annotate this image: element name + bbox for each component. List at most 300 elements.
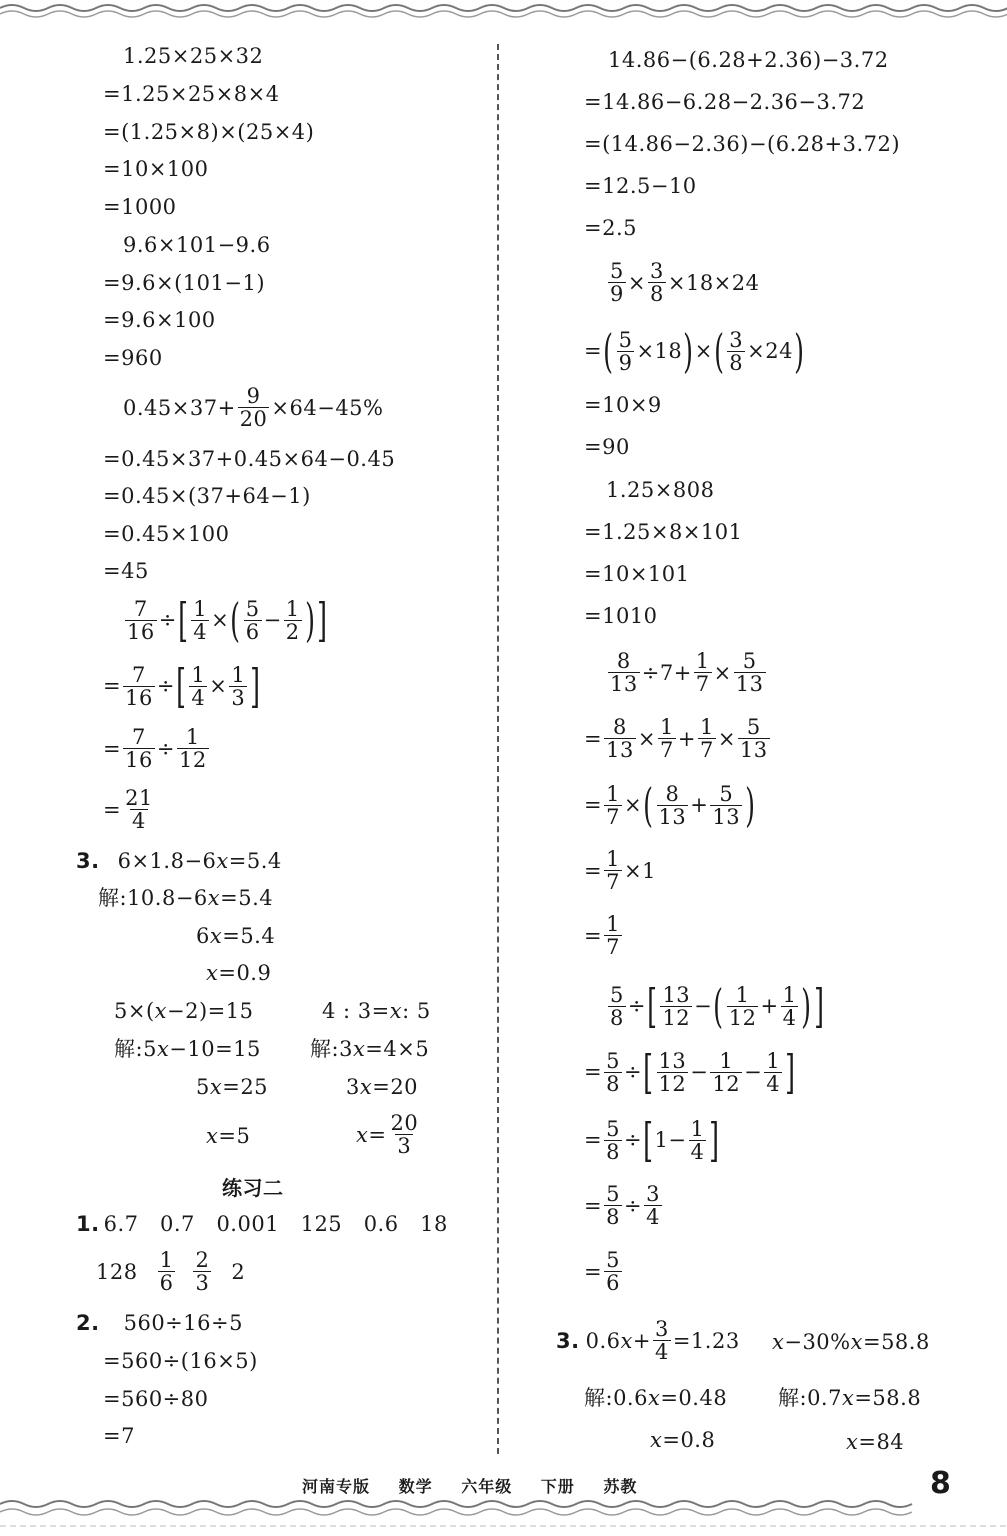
l-q3-e3s2 [346, 1075, 418, 1099]
num: 5 [610, 259, 624, 283]
fraction [653, 1318, 671, 1363]
den: 9 [618, 350, 633, 375]
r-q3-l3 [650, 1428, 715, 1452]
text: =5.4 [222, 924, 276, 948]
den: 7 [699, 738, 714, 762]
text: =20 [372, 1075, 419, 1099]
var: x [154, 999, 167, 1023]
fraction [604, 848, 622, 893]
text: : 5 [402, 999, 431, 1023]
l-q3-e2s2 [196, 1075, 268, 1099]
section-title: 练习二 [222, 1176, 284, 1200]
var: x [620, 1328, 633, 1353]
text: =0.48 [660, 1386, 728, 1410]
text: ×18×24 [667, 270, 760, 295]
fraction [689, 1118, 707, 1163]
paren: ) [683, 324, 694, 378]
fraction [177, 726, 209, 771]
l-b3: =9.6×100 [103, 308, 216, 332]
den: 4 [646, 1205, 660, 1229]
num: 3 [649, 259, 664, 283]
op: × [637, 726, 656, 751]
den: 12 [178, 748, 207, 772]
footer-subject: 数学 [398, 1477, 433, 1496]
r-b2 [584, 324, 805, 378]
footer-region: 河南专版 [302, 1477, 371, 1496]
var: x [850, 1330, 863, 1354]
paren: ) [794, 324, 805, 378]
text: 解:5 [114, 1037, 157, 1061]
text: 4 : 3= [322, 999, 390, 1023]
num: 13 [658, 1048, 687, 1073]
num: 21 [125, 786, 153, 810]
text: =5.4 [228, 849, 282, 873]
l-d4 [103, 787, 157, 832]
num: 7 [132, 662, 146, 687]
fraction [388, 1112, 420, 1157]
op: − [690, 1060, 709, 1084]
denominator: 20 [239, 407, 268, 431]
den: 4 [782, 1005, 797, 1030]
text: =84 [858, 1430, 905, 1454]
var: x [650, 1428, 663, 1452]
num: 7 [133, 596, 148, 621]
l-a2: =1.25×25×8×4 [103, 82, 280, 106]
l-d1 [123, 593, 329, 647]
lx2-q2-c: =560÷80 [103, 1387, 209, 1411]
fraction [604, 716, 636, 761]
r-q3-r1 [772, 1330, 930, 1354]
num: 1 [191, 662, 206, 687]
op: ÷ [627, 994, 646, 1018]
var: x [216, 849, 229, 873]
var: x [389, 999, 403, 1023]
text: ×18 [636, 339, 683, 363]
l-q3-s1 [98, 886, 273, 910]
l-c4: =0.45×100 [103, 522, 230, 546]
var: x [206, 1124, 219, 1148]
num: 1 [185, 725, 200, 749]
paren: ( [230, 593, 241, 647]
op: ÷ [156, 736, 175, 761]
l-q3-e2 [114, 999, 253, 1023]
numerator: 9 [246, 384, 261, 408]
den: 3 [195, 1271, 210, 1295]
fraction [229, 664, 247, 709]
op: + [677, 726, 696, 751]
text: ×1 [623, 858, 656, 883]
num: 1 [659, 715, 674, 739]
op: + [760, 994, 779, 1018]
den: 3 [231, 685, 246, 710]
lx2-q1-line2 [96, 1249, 245, 1294]
text: =25 [222, 1075, 269, 1099]
text: 解:3 [310, 1037, 353, 1061]
paren: ( [643, 778, 654, 832]
fraction [193, 1249, 211, 1294]
r-b3: =10×9 [584, 393, 662, 417]
text: ÷7+ [641, 660, 692, 685]
den: 7 [606, 804, 620, 829]
den: 12 [712, 1071, 741, 1096]
num: 1 [606, 847, 620, 871]
bracket: ] [317, 593, 328, 647]
op: × [713, 660, 732, 685]
num: 5 [606, 1116, 620, 1141]
r-e2 [584, 1045, 797, 1099]
l-b1: 9.6×101−9.6 [123, 233, 271, 257]
num: 1 [159, 1248, 174, 1272]
op: + [690, 793, 709, 817]
column-divider [497, 44, 499, 1454]
text: 解:0.6 [584, 1386, 648, 1410]
fraction [648, 260, 666, 305]
fraction [644, 1183, 662, 1228]
num: 5 [719, 781, 734, 806]
den: 16 [125, 748, 153, 772]
r-d3 [584, 778, 757, 832]
l-q3-s2 [196, 924, 275, 948]
den: 7 [606, 935, 620, 959]
r-a1: 14.86−(6.28+2.36)−3.72 [608, 48, 889, 72]
op: × [623, 793, 643, 817]
text: 1− [654, 1128, 687, 1152]
text: 6 [196, 924, 210, 948]
den: 12 [728, 1005, 757, 1030]
text: 0.6 [585, 1328, 621, 1353]
text: 5 [196, 1075, 210, 1099]
den: 13 [658, 804, 687, 829]
eq: = [584, 923, 603, 948]
var: x [352, 1037, 366, 1061]
r-c4: =1010 [584, 604, 658, 628]
bracket: [ [643, 1045, 654, 1099]
num: 3 [729, 327, 744, 352]
fraction [734, 650, 766, 695]
den: 9 [610, 282, 624, 306]
eq: = [584, 793, 603, 817]
l-c5: =45 [103, 559, 149, 583]
fraction [660, 984, 692, 1029]
l-q3-e2s3 [206, 1124, 250, 1148]
den: 3 [397, 1134, 412, 1158]
op: ÷ [156, 674, 175, 698]
text: =58.8 [862, 1330, 930, 1354]
num: 3 [646, 1182, 660, 1206]
bracket: ] [814, 979, 825, 1033]
l-b4: =960 [103, 346, 163, 370]
l-d2 [103, 659, 262, 713]
fraction [604, 783, 622, 828]
l-q3-e3s3 [356, 1112, 422, 1157]
fraction [284, 598, 302, 643]
num: 8 [613, 715, 627, 739]
eq: = [584, 858, 603, 883]
lx2-q2-b: =560÷(16×5) [103, 1349, 258, 1373]
text: =4×5 [365, 1037, 430, 1061]
fraction [710, 1050, 742, 1095]
op: − [694, 994, 713, 1018]
bracket: [ [643, 1113, 654, 1167]
fraction [238, 385, 270, 430]
op: ÷ [623, 1128, 643, 1152]
r-q3-r3 [846, 1430, 904, 1454]
fraction [738, 716, 770, 761]
num: 2 [195, 1248, 210, 1272]
fraction [657, 783, 689, 828]
den: 7 [659, 738, 674, 762]
l-a4: =10×100 [103, 157, 209, 181]
den: 13 [610, 672, 638, 696]
text: + [632, 1328, 651, 1353]
fraction [123, 726, 155, 771]
den: 8 [649, 282, 664, 306]
var: x [356, 1122, 369, 1147]
r-b4: =90 [584, 435, 630, 459]
eq: = [584, 339, 603, 363]
r-q3-l2 [584, 1386, 727, 1410]
l-c1 [123, 385, 384, 430]
den: 13 [739, 738, 768, 762]
l-c2: =0.45×37+0.45×64−0.45 [103, 447, 396, 471]
r-e3 [584, 1113, 721, 1167]
den: 4 [766, 1071, 781, 1096]
fraction [727, 329, 745, 374]
r-e5 [584, 1249, 624, 1294]
num: 1 [719, 1048, 734, 1073]
den: 6 [606, 1271, 620, 1295]
num: 1 [695, 649, 710, 673]
fraction [657, 1050, 689, 1095]
den: 2 [285, 619, 300, 644]
num: 8 [665, 781, 680, 806]
top-wave-border [0, 0, 1007, 22]
var: x [846, 1430, 859, 1454]
num: 5 [610, 982, 624, 1007]
text: = [368, 1122, 387, 1147]
text: =1.23 [672, 1328, 740, 1353]
r-q3-l1 [556, 1318, 740, 1363]
text: −10=15 [169, 1037, 261, 1061]
num: 1 [766, 1048, 781, 1073]
text: 0.45×37+ [123, 395, 236, 420]
op: × [211, 608, 230, 632]
fraction [781, 984, 799, 1029]
fraction [608, 984, 626, 1029]
r-q3-r2 [778, 1386, 921, 1410]
r-c2: =1.25×8×101 [584, 520, 743, 544]
var: x [156, 1037, 170, 1061]
footer-term: 下册 [540, 1477, 575, 1496]
fraction [191, 598, 209, 643]
eq: = [103, 797, 122, 822]
fraction [123, 664, 155, 709]
den: 7 [606, 870, 620, 894]
var: x [772, 1330, 785, 1354]
page-number: 8 [930, 1466, 951, 1501]
fraction [710, 783, 742, 828]
l-d3 [103, 726, 211, 771]
op: × [717, 726, 736, 751]
num: 5 [245, 596, 260, 621]
num: 1 [690, 1116, 705, 1141]
eq: = [584, 1259, 603, 1284]
eq: = [103, 736, 122, 761]
den: 13 [712, 804, 741, 829]
fraction [604, 1118, 622, 1163]
r-a2: =14.86−6.28−2.36−3.72 [584, 90, 866, 114]
paren: ) [801, 979, 812, 1033]
bracket: [ [177, 593, 189, 647]
eq: = [103, 674, 122, 698]
num: 1 [606, 781, 620, 806]
den: 8 [610, 1005, 624, 1030]
op: − [744, 1060, 763, 1084]
r-c3: =10×101 [584, 562, 690, 586]
op: × [627, 270, 646, 295]
op: ÷ [623, 1060, 643, 1084]
text: =58.8 [854, 1386, 922, 1410]
text: −2)=15 [167, 999, 254, 1023]
var: x [209, 1075, 223, 1099]
fraction [604, 913, 622, 958]
text: ×24 [747, 339, 793, 363]
num: 5 [606, 1248, 620, 1272]
num: 5 [606, 1048, 620, 1073]
text: =0.8 [662, 1428, 716, 1452]
text: 3 [346, 1075, 360, 1099]
op: ÷ [158, 608, 177, 632]
fraction [604, 1249, 622, 1294]
lx2-q2 [76, 1311, 243, 1335]
den: 8 [729, 350, 744, 375]
paren: ) [745, 778, 756, 832]
num: 1 [699, 715, 714, 739]
r-a3: =(14.86−2.36)−(6.28+3.72) [584, 132, 901, 156]
paren: ( [713, 979, 724, 1033]
num: 1 [285, 596, 300, 621]
text: 解:10.8−6 [98, 886, 208, 910]
fraction [189, 664, 207, 709]
num: 5 [746, 715, 761, 739]
text: 6×1.8−6 [117, 849, 217, 873]
num: 7 [132, 725, 146, 749]
den: 8 [606, 1139, 620, 1164]
r-d4 [584, 848, 656, 893]
den: 4 [690, 1139, 705, 1164]
l-q3-eq1 [76, 849, 282, 873]
fraction [658, 716, 676, 761]
r-a4: =12.5−10 [584, 174, 697, 198]
var: x [359, 1075, 373, 1099]
bracket: [ [176, 659, 187, 713]
num: 5 [742, 649, 757, 673]
r-c1: 1.25×808 [606, 478, 715, 502]
var: x [647, 1386, 661, 1410]
r-d2 [584, 716, 772, 761]
bottom-wave-border [0, 1490, 1007, 1536]
bracket: ] [785, 1045, 796, 1099]
op: ÷ [623, 1193, 643, 1218]
op: − [263, 608, 282, 632]
eq: = [584, 726, 603, 751]
op: × [694, 339, 713, 363]
fraction [244, 598, 262, 643]
r-a5: =2.5 [584, 216, 637, 240]
fraction [694, 650, 712, 695]
den: 7 [695, 672, 710, 696]
bracket: ] [709, 1113, 720, 1167]
den: 4 [654, 1340, 669, 1364]
l-b2: =9.6×(101−1) [103, 271, 266, 295]
lx2-q1 [76, 1212, 448, 1236]
den: 6 [245, 619, 260, 644]
den: 6 [159, 1271, 174, 1295]
eq: = [584, 1193, 603, 1218]
eq: = [584, 1060, 603, 1084]
r-e4 [584, 1183, 664, 1228]
r-e1 [606, 979, 825, 1033]
l-a5: =1000 [103, 195, 177, 219]
footer-edition: 苏教 [603, 1477, 638, 1496]
paren: ( [713, 324, 725, 378]
text: ×64−45% [271, 395, 384, 420]
fraction [727, 984, 759, 1029]
text: −30% [784, 1330, 851, 1354]
fraction [604, 1050, 622, 1095]
text: =0.9 [218, 961, 272, 985]
r-d5 [584, 913, 624, 958]
l-q3-e3 [322, 999, 431, 1023]
var: x [841, 1386, 855, 1410]
den: 13 [735, 672, 764, 696]
l-q3-s3 [206, 961, 271, 985]
var: x [209, 924, 223, 948]
text: 解:0.7 [778, 1386, 842, 1410]
den: 4 [193, 619, 208, 644]
num: 1 [231, 662, 246, 687]
num: 5 [618, 327, 633, 352]
num: 1 [735, 982, 750, 1007]
den: 13 [606, 738, 634, 762]
den: 16 [125, 685, 153, 710]
num: 1 [782, 982, 797, 1007]
fraction [125, 598, 157, 643]
l-a3: =(1.25×8)×(25×4) [103, 120, 315, 144]
answer: 128 [96, 1259, 138, 1284]
op: × [209, 674, 228, 698]
fraction [158, 1249, 176, 1294]
den: 4 [132, 809, 146, 833]
l-c3: =0.45×(37+64−1) [103, 484, 311, 508]
fraction [608, 260, 626, 305]
text: 5×( [114, 999, 155, 1023]
den: 12 [658, 1071, 687, 1096]
answers: 6.7 0.7 0.001 125 0.6 18 [103, 1212, 448, 1236]
den: 12 [662, 1005, 691, 1030]
fraction [617, 329, 635, 374]
fraction [608, 650, 640, 695]
bracket: [ [647, 979, 658, 1033]
question-number: 3. [556, 1328, 580, 1353]
fraction [604, 1183, 622, 1228]
num: 5 [606, 1182, 620, 1206]
text: 560÷16÷5 [123, 1311, 243, 1335]
paren: ( [603, 324, 614, 378]
den: 8 [606, 1205, 620, 1229]
num: 20 [390, 1111, 419, 1135]
bracket: ] [250, 659, 261, 713]
